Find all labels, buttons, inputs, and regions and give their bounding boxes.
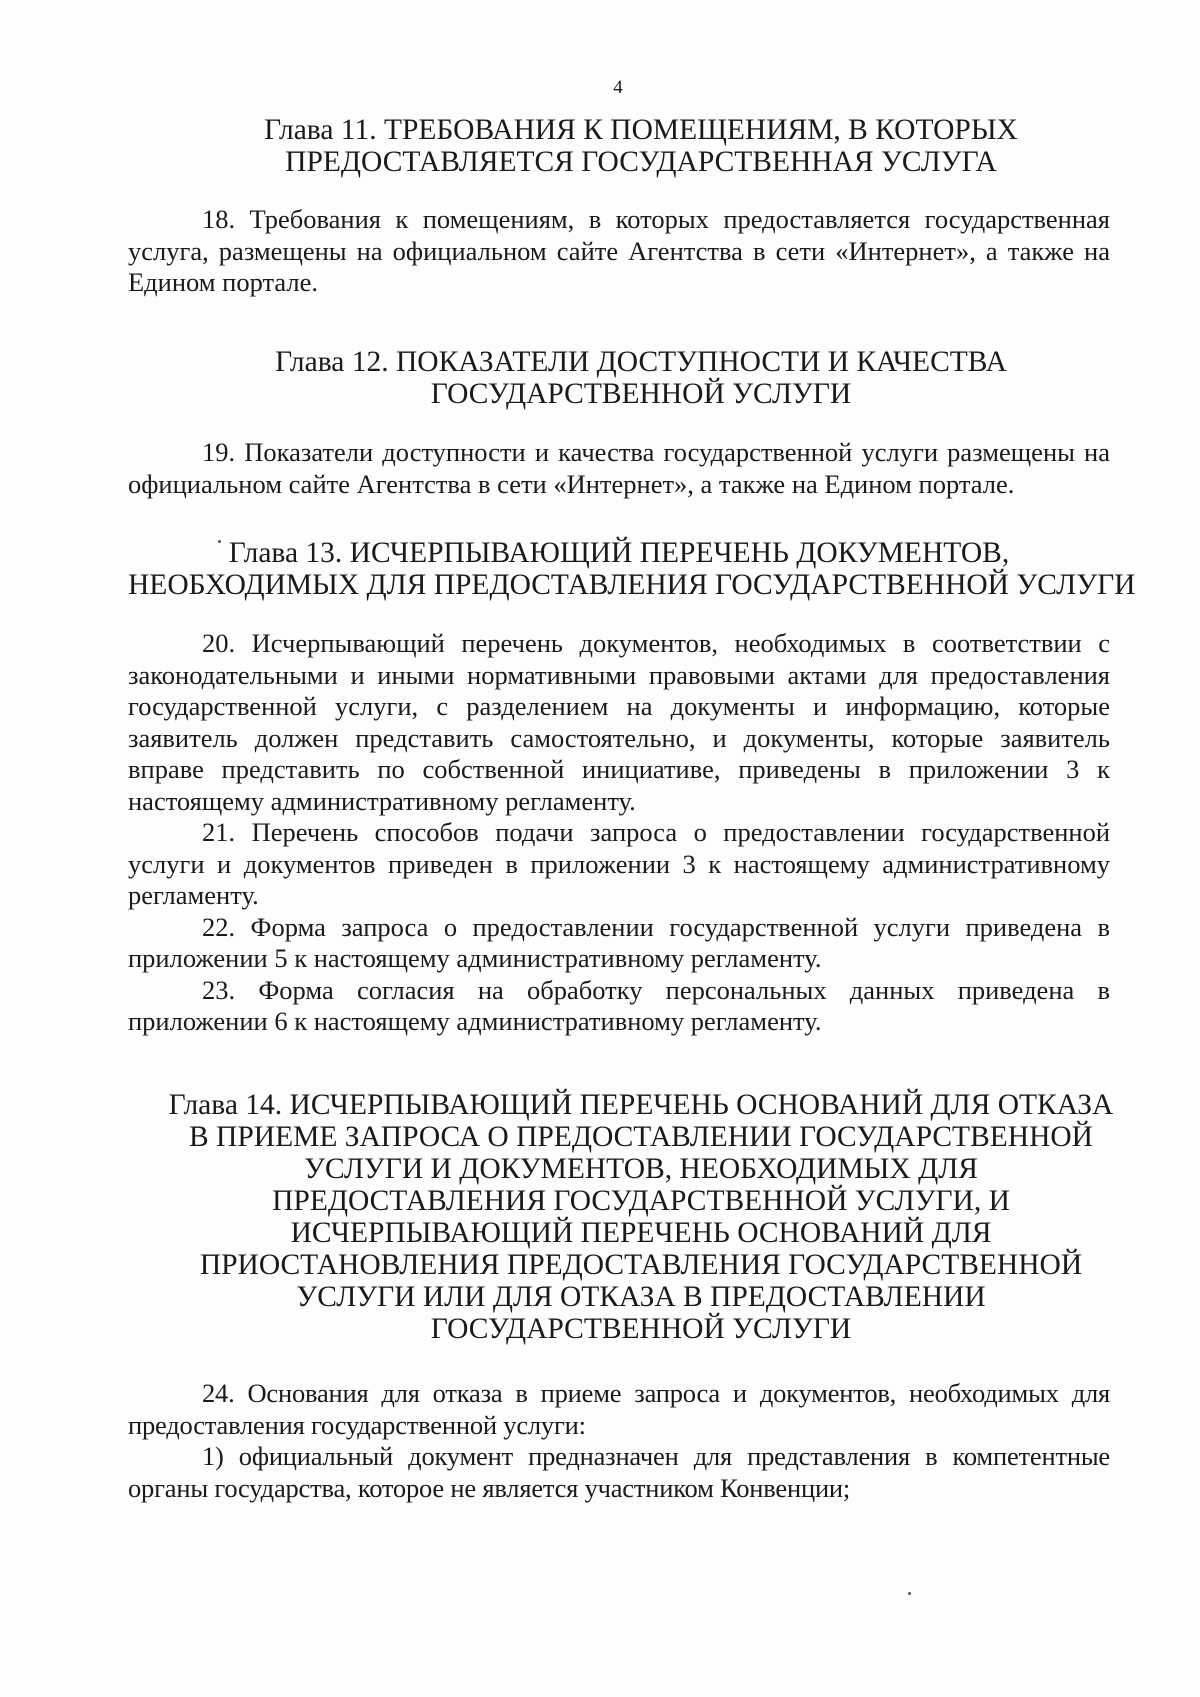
chapter-13-body bbox=[128, 628, 1110, 1038]
chapter-11-heading bbox=[150, 114, 1132, 178]
scan-speck bbox=[908, 1592, 911, 1595]
chapter-12-heading bbox=[150, 346, 1132, 410]
paragraph-23: 23. Форма согласия на обработку персональных данных приведена в приложении 6 к настоящему административному регламенту. bbox=[128, 974, 1110, 1036]
heading-line: ИСЧЕРПЫВАЮЩИЙ ПЕРЕЧЕНЬ ОСНОВАНИЙ ДЛЯ bbox=[290, 1217, 992, 1249]
heading-line: ПРЕДОСТАВЛЯЕТСЯ ГОСУДАРСТВЕННАЯ УСЛУГА bbox=[285, 146, 997, 178]
heading-line: Глава 14. ИСЧЕРПЫВАЮЩИЙ ПЕРЕЧЕНЬ ОСНОВАНИЙ ДЛЯ ОТКАЗА bbox=[168, 1089, 1114, 1121]
heading-line: ПРИОСТАНОВЛЕНИЯ ПРЕДОСТАВЛЕНИЯ ГОСУДАРСТВЕННОЙ bbox=[199, 1249, 1083, 1281]
heading-line: ГОСУДАРСТВЕННОЙ УСЛУГИ bbox=[430, 1313, 852, 1345]
paragraph-24-item-1: 1) официальный документ предназначен для представления в компетентные органы государства, которое не является участником Конвенции; bbox=[128, 1441, 1110, 1503]
heading-line: ПРЕДОСТАВЛЕНИЯ ГОСУДАРСТВЕННОЙ УСЛУГИ, И bbox=[272, 1185, 1010, 1217]
chapter-14-body bbox=[128, 1378, 1110, 1504]
heading-line: Глава 12. ПОКАЗАТЕЛИ ДОСТУПНОСТИ И КАЧЕСТВА bbox=[275, 346, 1007, 378]
chapter-14-heading bbox=[150, 1089, 1132, 1345]
heading-line: В ПРИЕМЕ ЗАПРОСА О ПРЕДОСТАВЛЕНИИ ГОСУДАРСТВЕННОЙ bbox=[189, 1121, 1093, 1153]
chapter-12-body bbox=[128, 437, 1110, 500]
paragraph-18: 18. Требования к помещениям, в которых предоставляется государственная услуга, размещены на официальном сайте Агентства в сети «Интернет», а также на Едином портале. bbox=[128, 204, 1110, 297]
chapter-13-heading bbox=[128, 537, 1136, 601]
page-number: 4 bbox=[613, 77, 623, 98]
scan-speck bbox=[218, 540, 221, 543]
heading-line: УСЛУГИ И ДОКУМЕНТОВ, НЕОБХОДИМЫХ ДЛЯ bbox=[304, 1153, 978, 1185]
heading-line: ГОСУДАРСТВЕННОЙ УСЛУГИ bbox=[430, 378, 852, 410]
heading-line: Глава 11. ТРЕБОВАНИЯ К ПОМЕЩЕНИЯМ, В КОТОРЫХ bbox=[264, 114, 1018, 146]
heading-line: УСЛУГИ ИЛИ ДЛЯ ОТКАЗА В ПРЕДОСТАВЛЕНИИ bbox=[296, 1281, 986, 1313]
chapter-11-body bbox=[128, 204, 1110, 299]
paragraph-20: 20. Исчерпывающий перечень документов, необходимых в соответствии с законодательными и иными нормативными правовыми актами для предоставления государственной услуги, с разделением на документы и информацию, которые заявитель должен представить самостоятельно, и документы, которые заявитель вправе представить по собственной инициативе, приведены в приложении 3 к настоящему административному регламенту. bbox=[128, 628, 1110, 816]
paragraph-22: 22. Форма запроса о предоставлении государственной услуги приведена в приложении 5 к настоящему административному регламенту. bbox=[128, 911, 1110, 973]
paragraph-19: 19. Показатели доступности и качества государственной услуги размещены на официальном сайте Агентства в сети «Интернет», а также на Едином портале. bbox=[128, 437, 1110, 499]
paragraph-21: 21. Перечень способов подачи запроса о предоставлении государственной услуги и документов приведен в приложении 3 к настоящему административному регламенту. bbox=[128, 817, 1110, 910]
heading-line: НЕОБХОДИМЫХ ДЛЯ ПРЕДОСТАВЛЕНИЯ ГОСУДАРСТВЕННОЙ УСЛУГИ bbox=[128, 569, 1136, 601]
heading-line: Глава 13. ИСЧЕРПЫВАЮЩИЙ ПЕРЕЧЕНЬ ДОКУМЕНТОВ, bbox=[228, 537, 1010, 569]
paragraph-24: 24. Основания для отказа в приеме запроса и документов, необходимых для предоставления государственной услуги: bbox=[128, 1378, 1110, 1440]
